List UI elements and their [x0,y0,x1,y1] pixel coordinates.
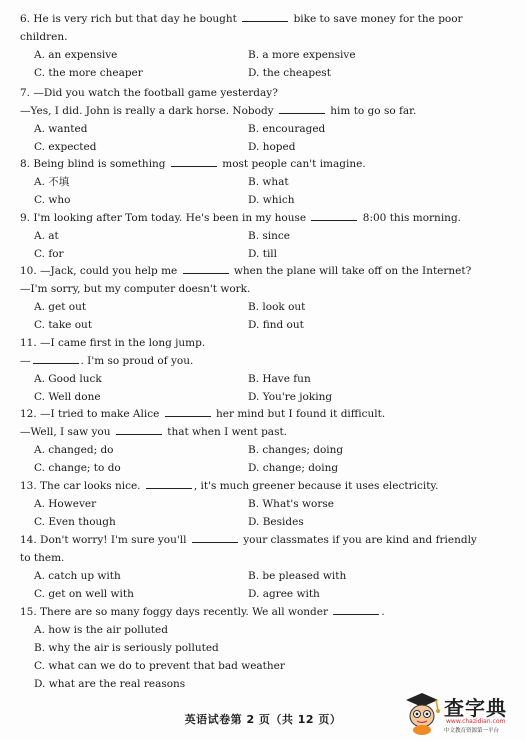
option-b: B. why the air is seriously polluted [34,642,219,654]
option-c: C. expected [34,141,97,153]
option-a: A. an expensive [34,49,118,61]
option-a: A. at [34,230,59,242]
option-b: B. since [248,230,290,242]
question-stem: 14. Don't worry! I'm sure you'll your classmates if you are kind and friendly [20,534,477,546]
question-stem-continued: children. [20,31,68,43]
option-d: D. Besides [248,516,304,528]
answer-blank [171,156,217,167]
logo-url: www.chazidian.com [446,718,506,725]
option-c: C. who [34,194,71,206]
question-stem: 12. —I tried to make Alice her mind but I found it difficult. [20,408,386,420]
option-d: D. change; doing [248,462,339,474]
option-c: C. what can we do to prevent that bad weather [34,660,285,672]
question-9 [20,209,510,263]
option-b: B. a more expensive [248,49,356,61]
question-14 [20,531,510,603]
option-d: D. hoped [248,141,296,153]
answer-blank [116,424,162,435]
option-a: A. However [34,498,97,510]
option-a: A. Good luck [34,373,102,385]
question-12 [20,405,510,477]
option-c: C. Well done [34,391,101,403]
question-stem: 13. The car looks nice. , it's much greener because it uses electricity. [20,480,439,492]
option-c: C. take out [34,319,93,331]
question-13 [20,477,510,531]
option-d: D. the cheapest [248,67,331,79]
question-6 [20,10,510,82]
option-d: D. find out [248,319,304,331]
option-b: B. what [248,176,289,188]
option-a: A. changed; do [34,444,114,456]
question-stem: 6. He is very rich but that day he bought bike to save money for the poor [20,13,463,25]
option-d: D. which [248,194,295,206]
question-stem-line2: —I'm sorry, but my computer doesn't work. [20,283,251,295]
option-d: D. You're joking [248,391,333,403]
option-b: B. look out [248,301,306,313]
option-a: A. get out [34,301,87,313]
option-d: D. till [248,248,278,260]
question-stem: 8. Being blind is something most people can't imagine. [20,158,366,170]
question-stem: 11. —I came first in the long jump. [20,337,206,349]
option-d: D. what are the real reasons [34,678,186,690]
option-a: A. 不填 [34,176,70,188]
question-11 [20,334,510,406]
question-8 [20,155,510,209]
answer-blank [311,210,357,221]
option-b: B. changes; doing [248,444,344,456]
question-stem-line2: —Well, I saw you that when I went past. [20,426,288,438]
answer-blank [146,478,192,489]
option-a: A. how is the air polluted [34,624,168,636]
question-stem-line2: —Yes, I did. John is really a dark horse. Nobody him to go so far. [20,105,417,117]
answer-blank [242,11,288,22]
question-10 [20,262,510,334]
option-b: B. be pleased with [248,570,347,582]
graduate-mascot-icon [402,690,442,736]
option-c: C. change; to do [34,462,121,474]
question-stem: 7. —Did you watch the football game yesterday? [20,87,278,99]
option-b: B. encouraged [248,123,326,135]
option-c: C. get on well with [34,588,134,600]
option-c: C. for [34,248,64,260]
answer-blank [165,406,211,417]
page-footer: 英语试卷第 2 页（共 12 页） [184,713,342,726]
site-logo [402,688,520,738]
option-b: B. Have fun [248,373,311,385]
option-d: D. agree with [248,588,320,600]
question-stem: 9. I'm looking after Tom today. He's been in my house 8:00 this morning. [20,212,462,224]
option-a: A. wanted [34,123,88,135]
option-a: A. catch up with [34,570,121,582]
question-7 [20,84,510,156]
question-stem-line2: — . I'm so proud of you. [20,355,194,367]
question-15 [20,603,510,693]
answer-blank [192,532,238,543]
option-c: C. the more cheaper [34,67,143,79]
question-stem: 10. —Jack, could you help me when the plane will take off on the Internet? [20,265,472,277]
question-stem-continued: to them. [20,552,65,564]
answer-blank [279,103,325,114]
answer-blank [333,604,379,615]
option-c: C. Even though [34,516,116,528]
answer-blank [33,353,79,364]
logo-name: 查字典 [444,696,507,720]
logo-slogan: 中文教育资源第一平台 [444,728,500,734]
answer-blank [183,263,229,274]
question-stem: 15. There are so many foggy days recently. We all wonder . [20,606,385,618]
option-b: B. What's worse [248,498,334,510]
